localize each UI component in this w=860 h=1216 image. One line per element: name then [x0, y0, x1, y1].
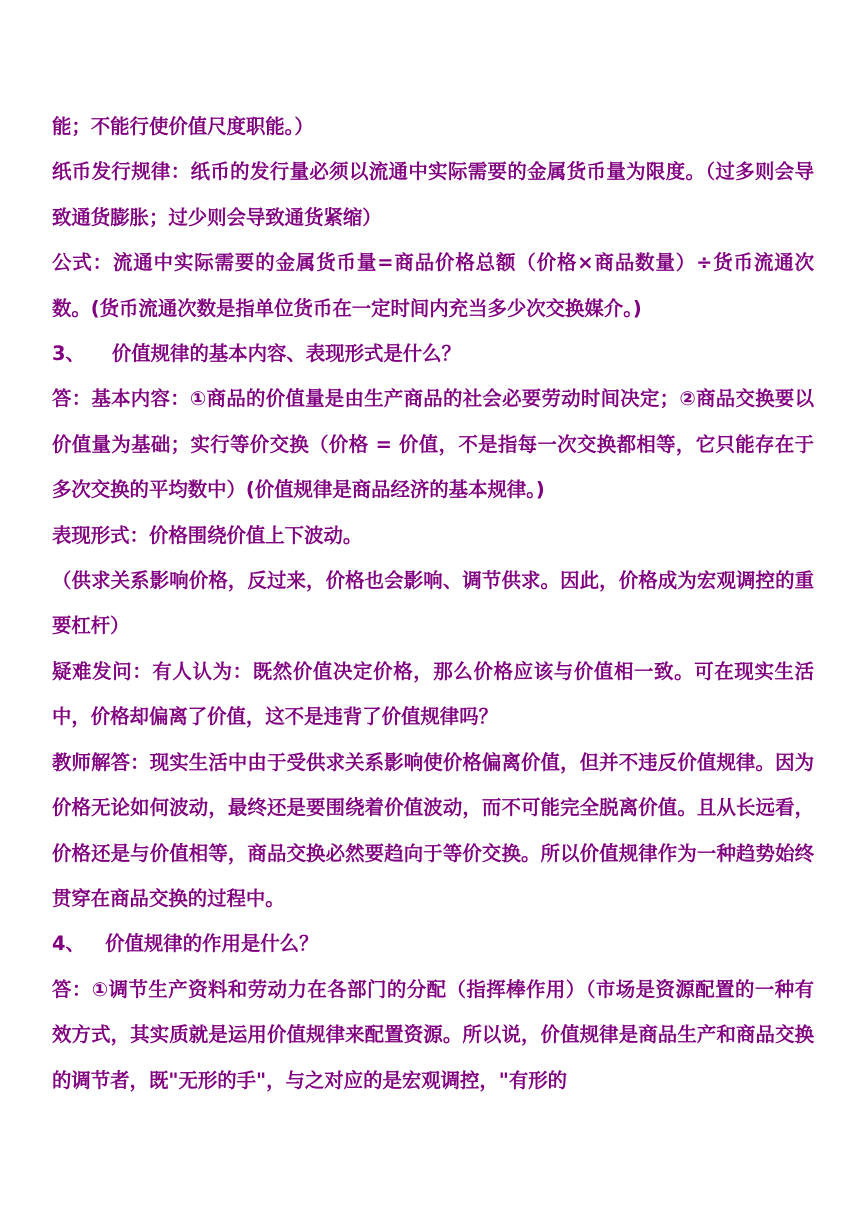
paragraph-continuation: 能；不能行使价值尺度职能。） [52, 115, 314, 138]
paragraph-expression-form: 表现形式：价格围绕价值上下波动。 [52, 523, 363, 547]
paragraph-paper-money-law: 纸币发行规律：纸币的发行量必须以流通中实际需要的金属货币量为限度。（过多则会导致通货膨胀；过少则会导致通货紧缩） [52, 160, 814, 229]
paragraph-basic-content: 答：基本内容：①商品的价值量是由生产商品的社会必要劳动时间决定；②商品交换要以价值量为基础；实行等价交换（价格 = 价值，不是指每一次交换都相等，它只能存在于多次交换的平均数中）(价值规律是商品经济的基本规律。) [52, 387, 814, 502]
paragraph-teacher-answer: 教师解答：现实生活中由于受供求关系影响使价格偏离价值，但并不违反价值规律。因为价格无论如何波动，最终还是要围绕着价值波动，而不可能完全脱离价值。且从长远看，价格还是与价值相等，商品交换必然要趋向于等价交换。所以价值规律作为一种趋势始终贯穿在商品交换的过程中。 [52, 750, 814, 910]
paragraph-difficult-question: 疑难发问：有人认为：既然价值决定价格，那么价格应该与价值相一致。可在现实生活中，价格却偏离了价值，这不是违背了价值规律吗？ [52, 659, 814, 729]
document-page [52, 104, 814, 1103]
paragraph-supply-demand-note: （供求关系影响价格，反过来，价格也会影响、调节供求。因此，价格成为宏观调控的重要杠杆） [52, 569, 814, 638]
paragraph-law-of-value-role: 答：①调节生产资料和劳动力在各部门的分配（指挥棒作用）（市场是资源配置的一种有效方式，其实质就是运用价值规律来配置资源。所以说，价值规律是商品生产和商品交换的调节者，既"无形的手"，与之对应的是宏观调控，"有形的 [52, 977, 814, 1092]
paragraph-formula: 公式：流通中实际需要的金属货币量=商品价格总额（价格×商品数量）÷货币流通次数。(货币流通次数是指单位货币在一定时间内充当多少次交换媒介。) [52, 251, 814, 320]
question-4-heading: 4、 价值规律的作用是什么？ [52, 932, 319, 956]
question-3-heading: 3、 价值规律的基本内容、表现形式是什么？ [52, 342, 461, 366]
